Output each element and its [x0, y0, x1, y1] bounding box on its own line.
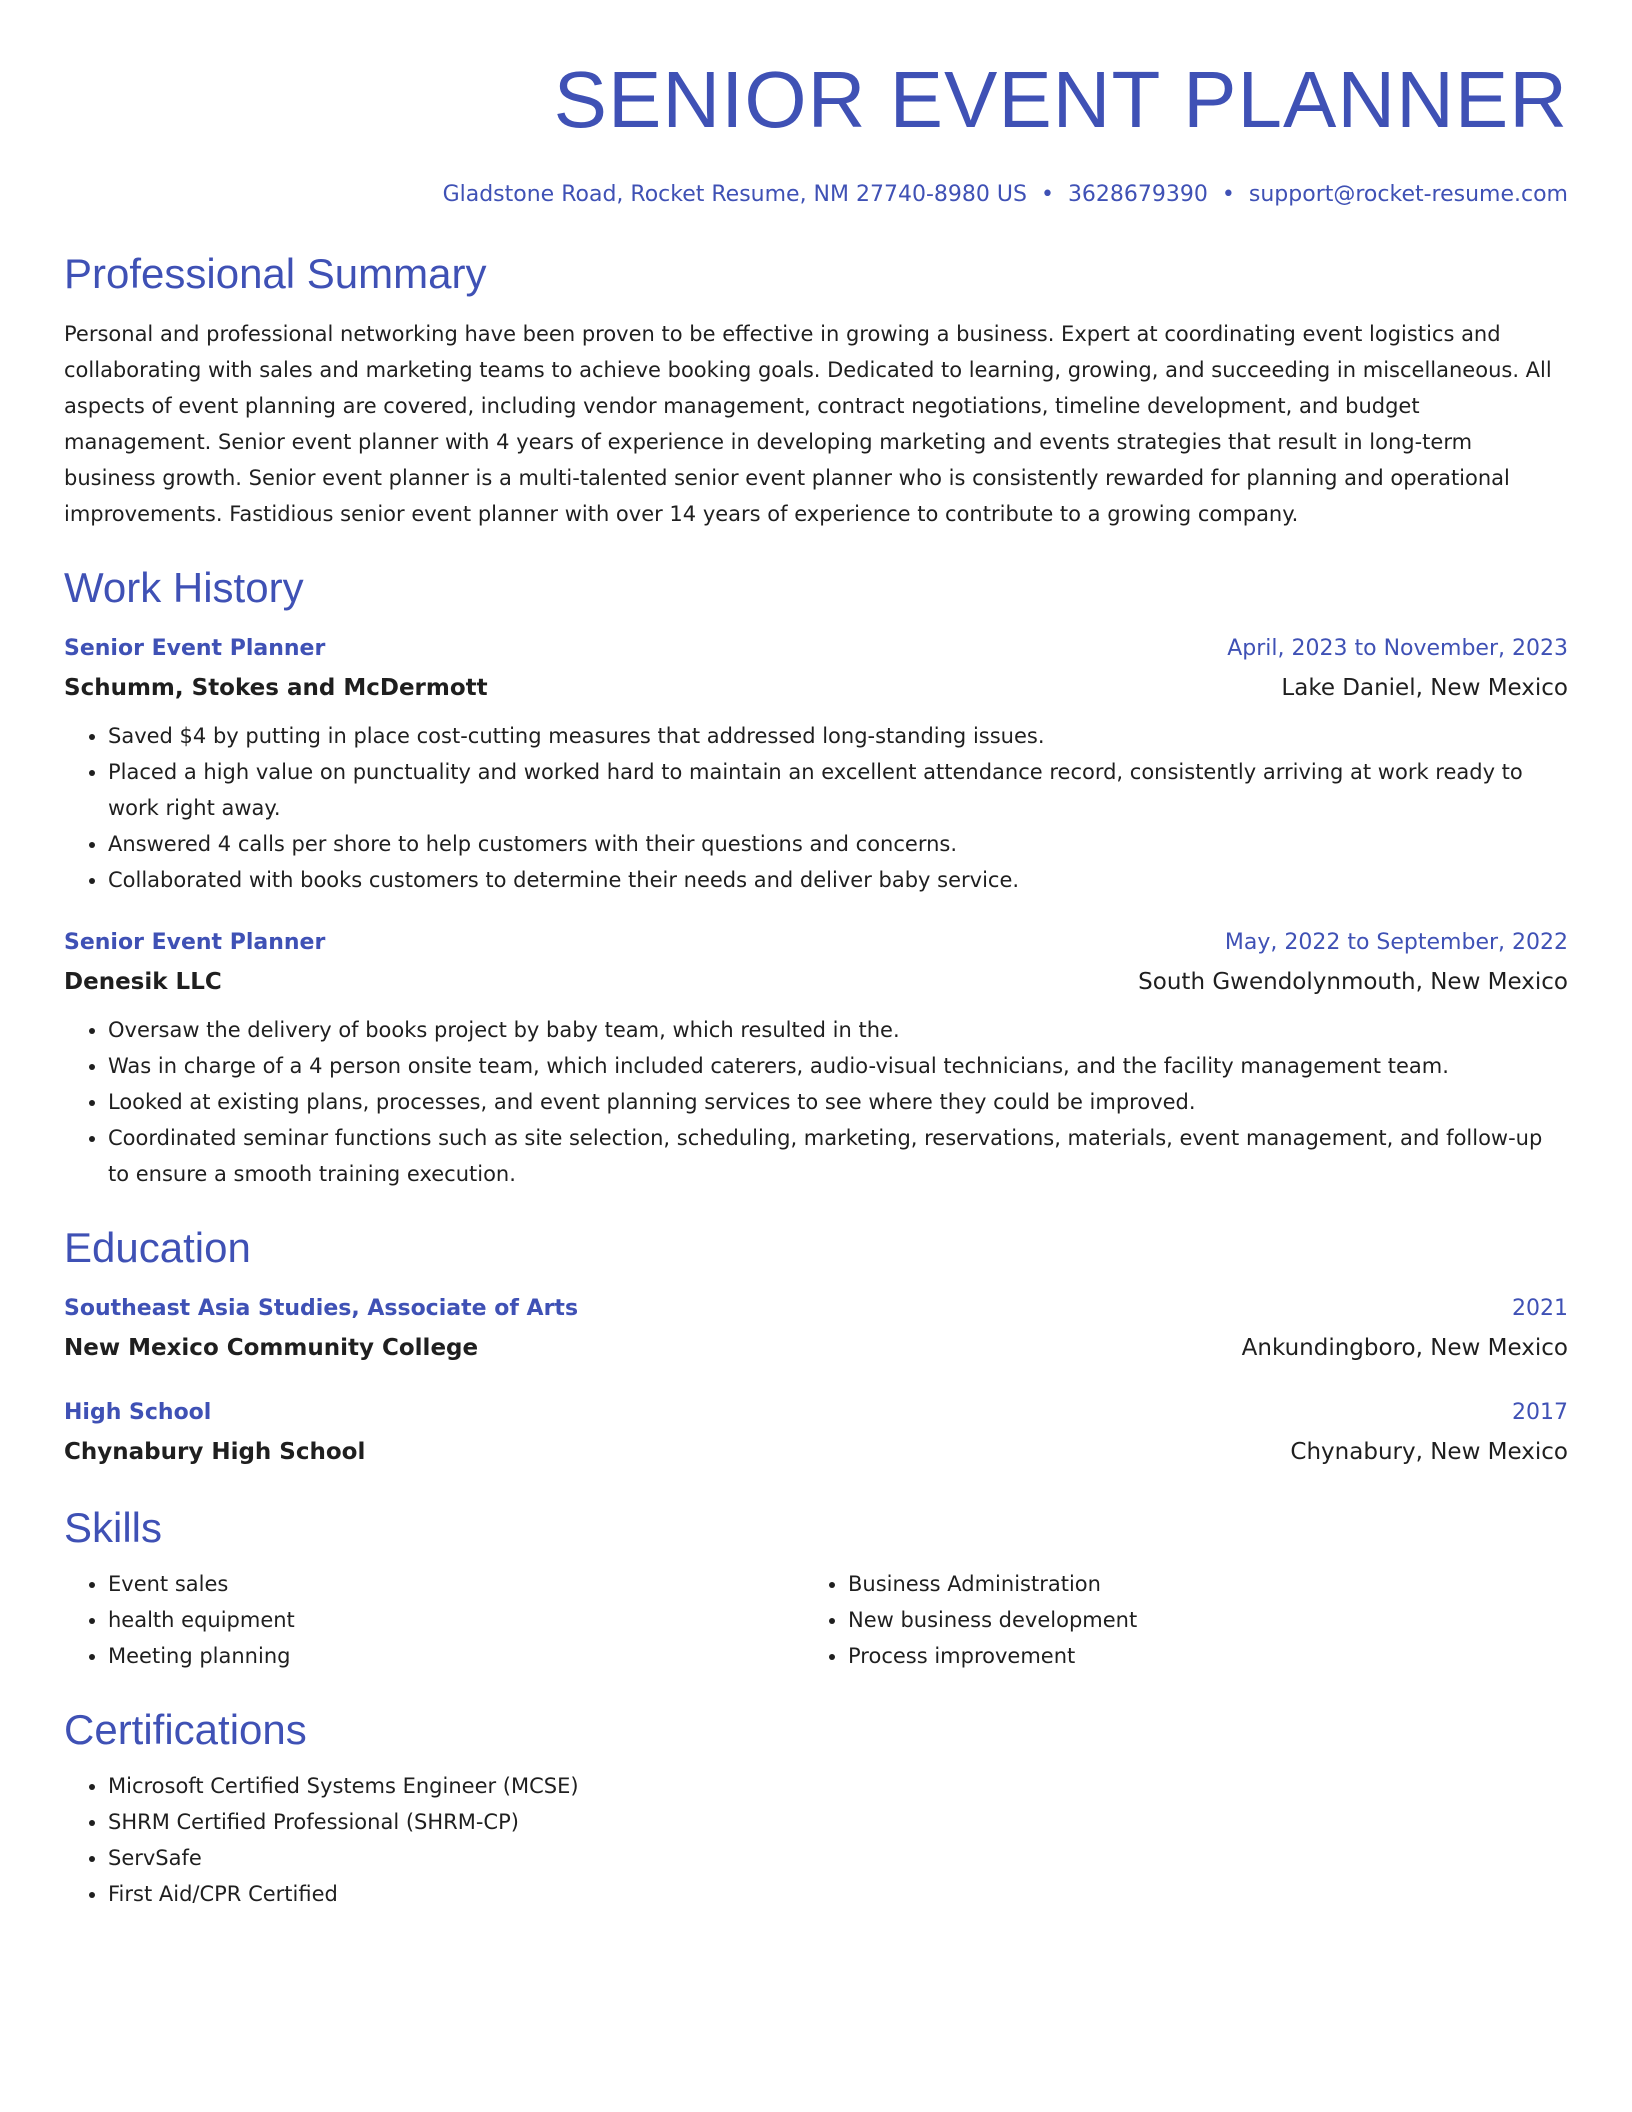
job-bullet: • Oversaw the delivery of books project by baby team, which resulted in the. [108, 1012, 1568, 1048]
skills-grid [64, 1566, 1568, 1674]
contact-separator: • [1221, 182, 1235, 207]
skill-item: • Meeting planning [108, 1638, 804, 1674]
education-location: Ankundingboro, New Mexico [1241, 1335, 1568, 1361]
skills-column-left [64, 1566, 804, 1674]
education-year: 2017 [1512, 1400, 1568, 1425]
contact-phone: 3628679390 [1067, 182, 1208, 207]
job-role: Senior Event Planner [64, 930, 326, 955]
certification-item: • ServSafe [108, 1840, 1568, 1876]
job-company: Schumm, Stokes and McDermott [64, 675, 488, 701]
contact-separator: • [1040, 182, 1054, 207]
job-location: Lake Daniel, New Mexico [1281, 675, 1568, 701]
job-bullet: • Placed a high value on punctuality and worked hard to maintain an excellent attendance record, consistently arriving at work ready to work right away. [108, 754, 1568, 826]
skills-column-right [804, 1566, 1544, 1674]
contact-email[interactable]: support@rocket-resume.com [1248, 182, 1568, 207]
certification-item: • SHRM Certified Professional (SHRM-CP) [108, 1804, 1568, 1840]
skills-section [64, 1500, 1568, 1674]
job-location: South Gwendolynmouth, New Mexico [1138, 969, 1568, 995]
resume-header [64, 50, 1568, 210]
skill-item: • Business Administration [848, 1566, 1544, 1602]
contact-address: Gladstone Road, Rocket Resume, NM 27740-8980 US [442, 182, 1027, 207]
certifications-list [64, 1768, 1568, 1912]
job-bullets [64, 1012, 1568, 1192]
summary-text: Personal and professional networking have been proven to be effective in growing a business. Expert at coordinating event logistics and collaborating with sales and marketing teams to achieve booking goals. Dedicated to learning, growing, and succeeding in miscellaneous. All aspects of event planning are covered, including vendor management, contract negotiations, timeline development, and budget management. Senior event planner with 4 years of experience in developing marketing and events strategies that result in long-term business growth. Senior event planner is a multi-talented senior event planner who is consistently rewarded for planning and operational improvements. Fastidious senior event planner with over 14 years of experience to contribute to a growing company. [64, 322, 1552, 526]
work-history-section [64, 560, 1568, 1192]
certifications-heading: Certifications [64, 1706, 307, 1753]
education-year: 2021 [1512, 1296, 1568, 1321]
education-degree: Southeast Asia Studies, Associate of Arts [64, 1296, 579, 1321]
job-bullet: • Was in charge of a 4 person onsite team, which included caterers, audio-visual technicians, and the facility management team. [108, 1048, 1568, 1084]
skill-item: • Process improvement [848, 1638, 1544, 1674]
skills-list [64, 1566, 804, 1674]
job-bullets [64, 718, 1568, 898]
work-history-heading: Work History [64, 564, 304, 611]
education-school: Chynabury High School [64, 1439, 366, 1465]
education-location: Chynabury, New Mexico [1290, 1439, 1568, 1465]
skill-item: • health equipment [108, 1602, 804, 1638]
job-bullet: • Coordinated seminar functions such as site selection, scheduling, marketing, reservations, materials, event management, and follow-up to ensure a smooth training execution. [108, 1120, 1568, 1192]
summary-heading: Professional Summary [64, 250, 487, 297]
contact-line [64, 180, 1568, 210]
education-entry [64, 1394, 1568, 1472]
job-dates: May, 2022 to September, 2022 [1224, 930, 1568, 955]
job-entry [64, 924, 1568, 1192]
education-school: New Mexico Community College [64, 1335, 479, 1361]
skills-list [804, 1566, 1544, 1674]
skills-heading: Skills [64, 1504, 163, 1551]
certification-item: • First Aid/CPR Certified [108, 1876, 1568, 1912]
education-heading: Education [64, 1224, 251, 1271]
education-section [64, 1220, 1568, 1472]
job-role: Senior Event Planner [64, 636, 326, 661]
job-bullet: • Looked at existing plans, processes, and event planning services to see where they could be improved. [108, 1084, 1568, 1120]
job-company: Denesik LLC [64, 969, 222, 995]
job-bullet: • Answered 4 calls per shore to help customers with their questions and concerns. [108, 826, 1568, 862]
job-dates: April, 2023 to November, 2023 [1227, 636, 1568, 661]
job-bullet: • Saved $4 by putting in place cost-cutting measures that addressed long-standing issues. [108, 718, 1568, 754]
education-entry [64, 1290, 1568, 1368]
skill-item: • New business development [848, 1602, 1544, 1638]
skill-item: • Event sales [108, 1566, 804, 1602]
certifications-section [64, 1702, 1568, 1912]
resume-title: SENIOR EVENT PLANNER [553, 55, 1568, 144]
job-bullet: • Collaborated with books customers to determine their needs and deliver baby service. [108, 862, 1568, 898]
job-entry [64, 630, 1568, 898]
certification-item: • Microsoft Certified Systems Engineer (MCSE) [108, 1768, 1568, 1804]
education-degree: High School [64, 1400, 212, 1425]
